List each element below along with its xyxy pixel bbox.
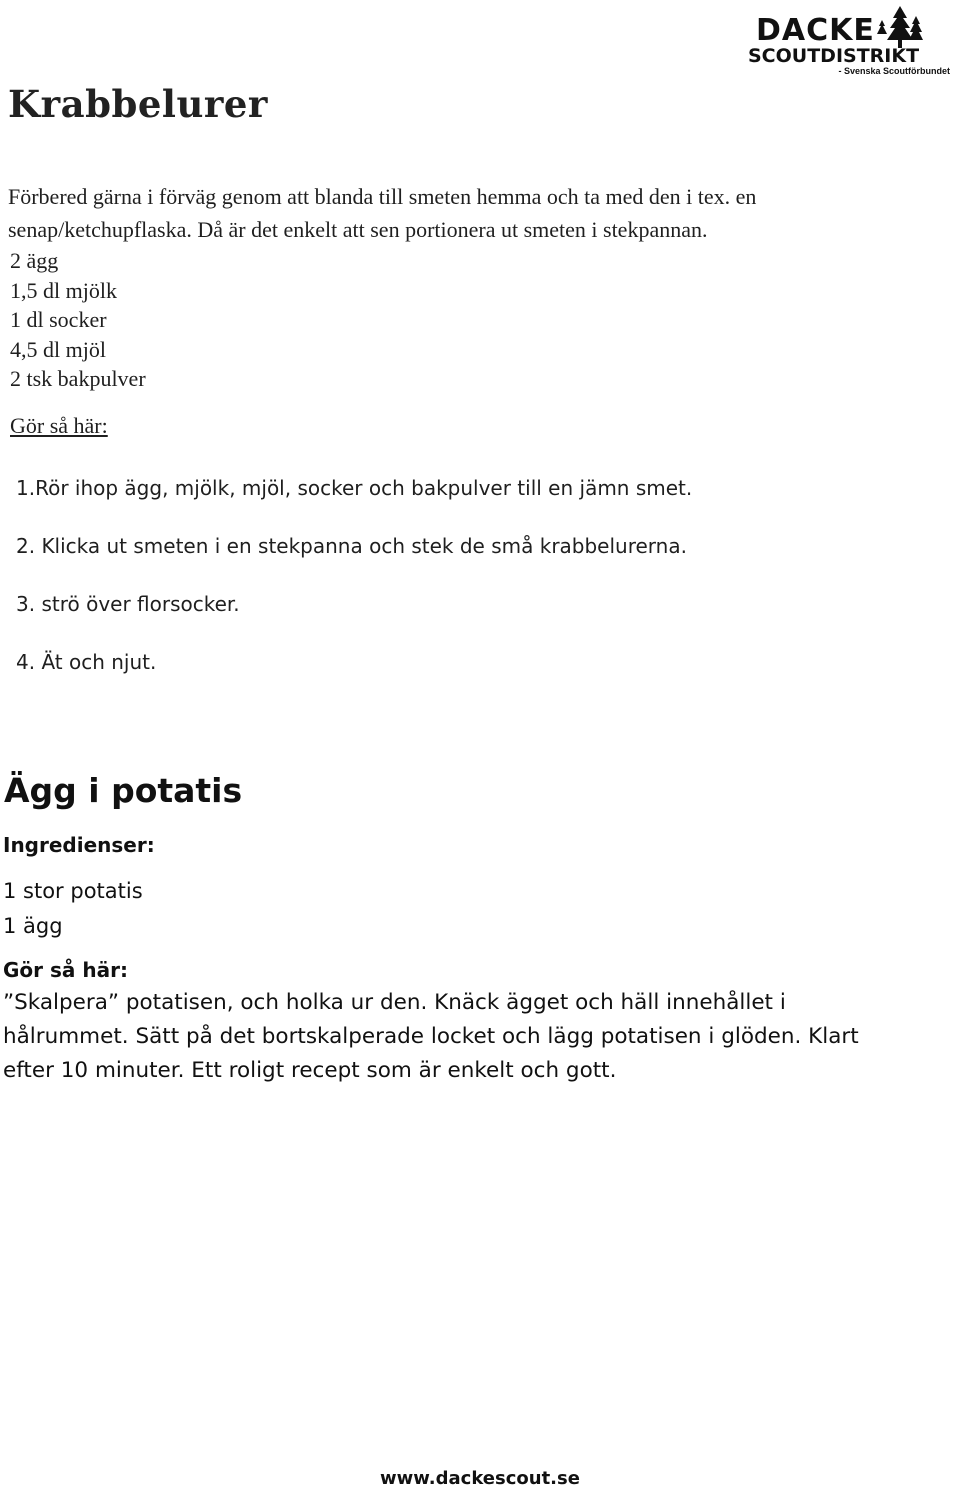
ingredient-item: 2 tsk bakpulver xyxy=(10,366,146,391)
recipe2-how-heading: Gör så här: xyxy=(3,958,128,982)
ingredient-item: 1 stor potatis xyxy=(3,879,143,903)
logo-tagline: - Svenska Scoutförbundet xyxy=(838,66,950,76)
recipe2-ingredients xyxy=(3,874,143,944)
logo-district: SCOUTDISTRIKT xyxy=(748,45,920,67)
ingredient-item: 4,5 dl mjöl xyxy=(10,336,106,362)
recipe2-ingredients-heading: Ingredienser: xyxy=(3,833,155,857)
tree-icon xyxy=(876,6,924,48)
recipe1-how-heading: Gör så här: xyxy=(10,413,108,438)
recipe1-ingredients xyxy=(10,246,146,394)
recipe1-intro: Förbered gärna i förväg genom att blanda till smeten hemma och ta med den i tex. en senap/ketchupflaska. Då är det enkelt att sen portionera ut smeten i stekpannan. xyxy=(8,184,757,242)
recipe1-title: Krabbelurer xyxy=(8,82,268,126)
step-item: 3. strö över florsocker. xyxy=(16,592,240,616)
logo-name: DACKE xyxy=(756,13,875,48)
step-item: 1.Rör ihop ägg, mjölk, mjöl, socker och bakpulver till en jämn smet. xyxy=(16,476,693,500)
recipe2-instructions: ”Skalpera” potatisen, och holka ur den. Knäck ägget och häll innehållet i hålrummet. Sätt på det bortskalperade locket och lägg potatisen i glöden. Klart efter 10 minuter. Ett roligt recept som är enkelt och gott. xyxy=(3,990,859,1083)
footer-url[interactable]: www.dackescout.se xyxy=(380,1468,580,1489)
ingredient-item: 1 ägg xyxy=(3,914,63,938)
dacke-logo xyxy=(748,6,954,80)
ingredient-item: 1 dl socker xyxy=(10,307,107,332)
step-item: 2. Klicka ut smeten i en stekpanna och stek de små krabbelurerna. xyxy=(16,534,687,558)
recipe1-steps xyxy=(16,472,692,704)
step-item: 4. Ät och njut. xyxy=(16,650,157,674)
recipe2-title: Ägg i potatis xyxy=(4,771,243,810)
ingredient-item: 2 ägg xyxy=(10,248,59,273)
ingredient-item: 1,5 dl mjölk xyxy=(10,277,117,303)
